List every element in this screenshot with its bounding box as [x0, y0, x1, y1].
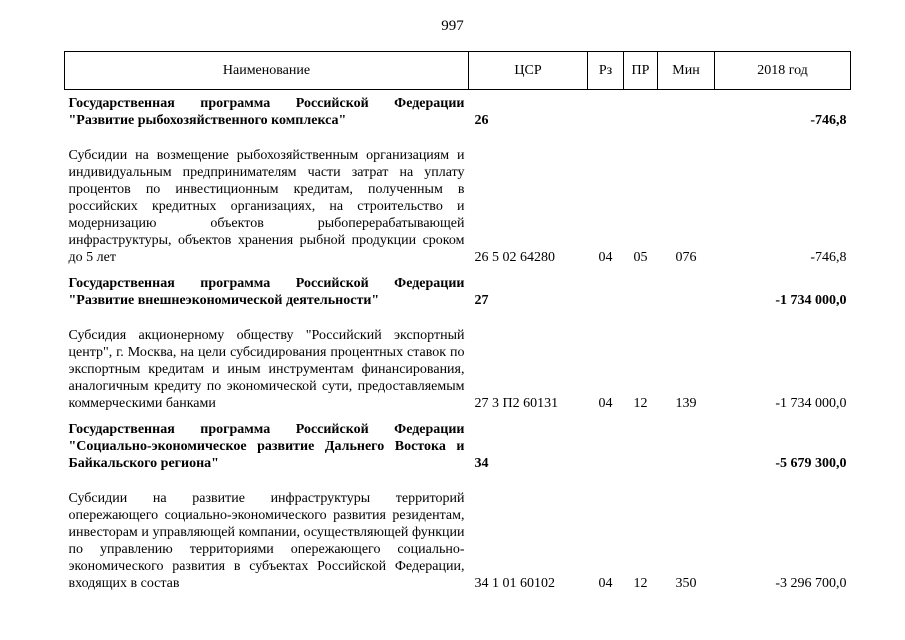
table-row — [65, 270, 851, 309]
row-name: Субсидии на развитие инфраструктуры территорий опережающего социально-экономического развития резидентам, инвесторам и управляющей компании, осуществляющей функции по управлению территориями опережающего социально-экономического развития в субъектах Российской Федерации, входящих в состав — [68, 491, 465, 591]
row-min: 076 — [675, 250, 697, 265]
row-csr: 34 1 01 60102 — [474, 576, 555, 591]
row-pr — [624, 270, 658, 309]
row-amount: -3 296 700,0 — [775, 576, 847, 591]
row-name: Государственная программа Российской Федерации "Социально-экономическое развитие Дальнего Востока и Байкальского региона" — [68, 422, 465, 471]
row-rz — [588, 270, 624, 309]
row-min — [658, 416, 715, 472]
row-amount: -746,8 — [810, 250, 847, 265]
table-row — [65, 416, 851, 472]
table-row — [65, 309, 851, 416]
row-name: Субсидии на возмещение рыбохозяйственным организациям и индивидуальным предпринимателям части затрат на уплату процентов по инвестиционным кредитам, полученным в российских кредитных организациях, на строительство и модернизацию объектов рыбоперерабатывающей инфраструктуры, объектов хранения рыбной продукции сроком до 5 лет — [68, 148, 465, 265]
row-min: 139 — [675, 396, 697, 411]
row-amount: -746,8 — [810, 113, 847, 128]
header-pr: ПР — [624, 52, 658, 90]
table-row — [65, 90, 851, 130]
header-name: Наименование — [65, 52, 469, 90]
header-csr: ЦСР — [469, 52, 588, 90]
row-name: Субсидия акционерному обществу "Российский экспортный центр", г. Москва, на цели субсидирования процентных ставок по экспортным кредитам и иным инструментам финансирования, аналогичным кредиту по экономической сути, предоставляемым коммерческими банками — [68, 328, 465, 411]
row-name: Государственная программа Российской Федерации "Развитие внешнеэкономической деятельности" — [68, 276, 465, 308]
header-year: 2018 год — [715, 52, 851, 90]
budget-table — [64, 51, 851, 592]
row-csr: 27 3 П2 60131 — [474, 396, 559, 411]
row-rz: 04 — [598, 396, 613, 411]
table-row — [65, 472, 851, 592]
row-pr — [624, 416, 658, 472]
row-csr: 26 5 02 64280 — [474, 250, 555, 265]
table-header — [65, 52, 851, 90]
row-min — [658, 90, 715, 130]
row-amount: -1 734 000,0 — [775, 293, 847, 308]
row-amount: -5 679 300,0 — [775, 456, 847, 471]
row-pr: 12 — [633, 576, 648, 591]
row-csr: 34 — [474, 456, 489, 471]
row-pr: 12 — [633, 396, 648, 411]
row-amount: -1 734 000,0 — [775, 396, 847, 411]
table-row — [65, 129, 851, 270]
row-rz: 04 — [598, 250, 613, 265]
row-min — [658, 270, 715, 309]
row-csr: 26 — [474, 113, 489, 128]
row-rz — [588, 416, 624, 472]
row-pr — [624, 90, 658, 130]
header-min: Мин — [658, 52, 715, 90]
row-csr: 27 — [474, 293, 489, 308]
row-min: 350 — [675, 576, 697, 591]
header-rz: Рз — [588, 52, 624, 90]
row-name: Государственная программа Российской Федерации "Развитие рыбохозяйственного комплекса" — [68, 96, 465, 128]
row-pr: 05 — [633, 250, 648, 265]
row-rz — [588, 90, 624, 130]
row-rz: 04 — [598, 576, 613, 591]
page-number: 997 — [441, 18, 464, 34]
